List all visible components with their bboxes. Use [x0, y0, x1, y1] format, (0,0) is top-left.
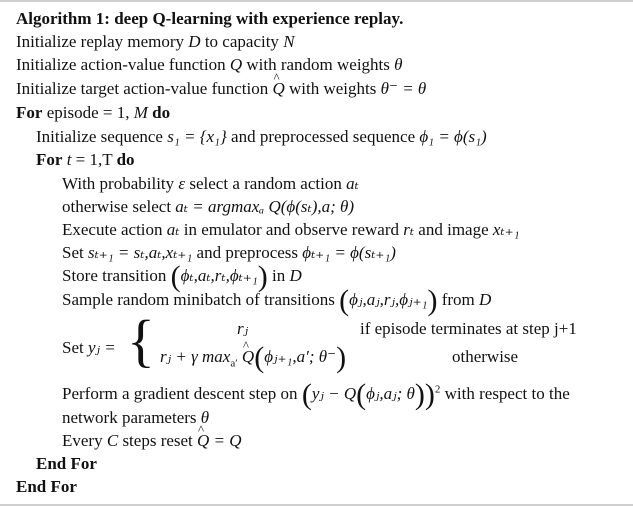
- text: Store transition: [62, 266, 171, 285]
- math-a-t: aₜ: [166, 220, 180, 239]
- math-theta-minus-eq: θ⁻ = θ: [380, 79, 427, 98]
- text: select a random action: [185, 174, 347, 193]
- init-target-line: [16, 78, 426, 100]
- paren-close: )): [414, 378, 435, 411]
- math-y-j: yⱼ =: [83, 338, 116, 357]
- math-N: N: [283, 32, 295, 51]
- math-r-t: rₜ: [403, 220, 415, 239]
- math-M: M: [133, 103, 148, 122]
- text: in emulator and observe reward: [179, 220, 404, 239]
- text: Initialize action-value function: [16, 55, 230, 74]
- text: to capacity: [200, 32, 284, 51]
- math-D: D: [289, 266, 302, 285]
- text: episode = 1,: [42, 103, 134, 122]
- paren-open: (: [170, 260, 181, 293]
- text: steps reset: [118, 431, 198, 450]
- cases-brace: {: [127, 308, 155, 373]
- end-for-outer: End For: [16, 477, 77, 496]
- text: Execute action: [62, 220, 167, 239]
- math-Q-args: ϕⱼ,aⱼ; θ: [366, 384, 415, 403]
- case2-value: [160, 341, 347, 374]
- text: with random weights: [242, 55, 395, 74]
- math-D: D: [479, 290, 492, 309]
- math-transition-tuple: ϕₜ,aₜ,rₜ,ϕₜ₊₁: [180, 266, 258, 285]
- math-C: C: [106, 431, 119, 450]
- for-episode-line: [16, 102, 170, 124]
- text: Perform a gradient descent step on: [62, 384, 302, 403]
- paren-open: (: [339, 284, 350, 317]
- math-s-t1: sₜ₊₁ = sₜ,aₜ,xₜ₊₁: [87, 243, 193, 262]
- text: with weights: [284, 79, 381, 98]
- text: network parameters: [62, 408, 201, 427]
- keyword-for: For: [16, 103, 43, 122]
- keyword-do: do: [116, 150, 135, 169]
- text: = 1,T: [71, 150, 117, 169]
- math-y-minus-Q: yⱼ − Q: [311, 384, 357, 403]
- text: with respect to the: [440, 384, 570, 403]
- text: and preprocess: [192, 243, 303, 262]
- text: Every: [62, 431, 107, 450]
- math-s1: s₁ = {x₁}: [167, 127, 227, 146]
- keyword-for: For: [36, 150, 63, 169]
- set-y-label: [62, 337, 116, 359]
- math-target-args: ϕⱼ₊₁,a′; θ⁻: [264, 347, 337, 366]
- text: Initialize target action-value function: [16, 79, 273, 98]
- paren-close: ): [336, 341, 347, 374]
- text: in: [267, 266, 290, 285]
- math-rj-gamma-max: rⱼ + γ max: [160, 347, 231, 366]
- math-Q-hat: ^ Q: [242, 346, 254, 368]
- case1-condition: if episode terminates at step j+1: [360, 319, 577, 338]
- math-epsilon: ε: [178, 174, 186, 193]
- math-r-j: rⱼ: [237, 319, 249, 338]
- paren-open: (: [301, 378, 312, 411]
- math-argmax: aₜ = argmaxₐ Q(ϕ(sₜ),a; θ): [175, 197, 355, 216]
- math-theta: θ: [200, 408, 210, 427]
- text: Initialize sequence: [36, 127, 168, 146]
- execute-action-line: [62, 219, 520, 241]
- math-t: t: [62, 150, 72, 169]
- init-sequence-line: [36, 126, 487, 148]
- text: Set: [62, 338, 84, 357]
- paren-open: (: [356, 378, 367, 411]
- store-transition-line: [62, 260, 302, 293]
- math-D: D: [188, 32, 201, 51]
- math-sample-tuple: ϕⱼ,aⱼ,rⱼ,ϕⱼ₊₁: [349, 290, 428, 309]
- text: and image: [414, 220, 493, 239]
- top-rule: [0, 0, 633, 2]
- text: Set: [62, 243, 88, 262]
- init-replay-memory-line: [16, 31, 295, 53]
- paren-open: (: [254, 341, 265, 374]
- text: otherwise select: [62, 197, 176, 216]
- math-Q-hat: ^ Q: [272, 78, 284, 100]
- math-Qhat-eq-Q: ^ Q = Q: [197, 430, 242, 452]
- math-square: 2: [434, 383, 441, 396]
- init-action-value-line: [16, 54, 403, 76]
- math-phi-t1: ϕₜ₊₁ = ϕ(sₜ₊₁): [302, 243, 396, 262]
- argmax-line: [62, 196, 354, 218]
- text: from: [437, 290, 480, 309]
- text: Sample random minibatch of transitions: [62, 290, 340, 309]
- gradient-step-line: [62, 378, 570, 411]
- network-params-line: [62, 407, 209, 429]
- math-a-prime: a′: [230, 357, 238, 370]
- case2-condition: otherwise: [452, 347, 519, 366]
- math-a-t: aₜ: [346, 174, 359, 193]
- math-x-t1: xₜ₊₁: [492, 220, 520, 239]
- paren-close: ): [257, 260, 268, 293]
- text: With probability: [62, 174, 179, 193]
- math-Q: Q: [229, 55, 243, 74]
- text: Initialize replay memory: [16, 32, 189, 51]
- algorithm-title: Algorithm 1: deep Q-learning with experience replay.: [16, 9, 404, 28]
- end-for-inner: End For: [36, 454, 97, 473]
- set-state-line: [62, 242, 396, 264]
- text: and preprocessed sequence: [226, 127, 420, 146]
- paren-close: ): [427, 284, 438, 317]
- math-phi1: ϕ₁ = ϕ(s₁): [419, 127, 487, 146]
- reset-target-line: [62, 430, 242, 452]
- for-t-line: [36, 149, 135, 171]
- math-theta: θ: [394, 55, 403, 74]
- epsilon-line: [62, 173, 359, 195]
- keyword-do: do: [147, 103, 171, 122]
